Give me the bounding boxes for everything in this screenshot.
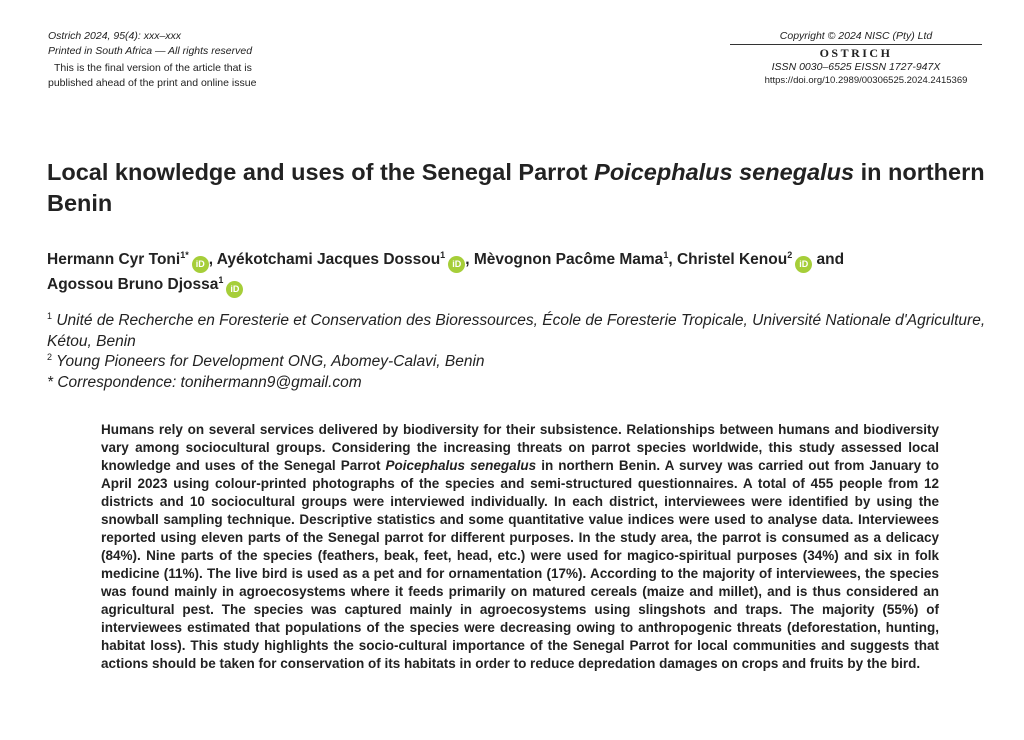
advance-notice bbox=[48, 61, 257, 91]
issn-line: ISSN 0030–6525 EISSN 1727-947X bbox=[771, 61, 941, 73]
affiliation-2: $^2$ Young Pioneers for Development ONG, Abomey-Calavi, Benin bbox=[47, 351, 485, 370]
copyright-line: Copyright © 2024 NISC (Pty) Ltd bbox=[779, 30, 933, 42]
notice-line-2: published ahead of the print and online issue bbox=[48, 77, 257, 89]
affiliation-1: $^1$ Unité de Recherche en Foresterie et Conservation des Bioressources, École de Foresterie Tropicale, Université Nationale d'Agriculture, Kétou, Benin bbox=[47, 310, 986, 350]
author-name: Agossou Bruno Djossa bbox=[47, 276, 219, 293]
orcid-icon[interactable]: iD bbox=[795, 256, 812, 273]
author-name: Hermann Cyr Toni bbox=[47, 251, 181, 268]
abstract-species: Poicephalus senegalus bbox=[385, 458, 537, 473]
orcid-icon[interactable]: iD bbox=[226, 281, 243, 298]
journal-info-block bbox=[730, 29, 982, 88]
author-name: Ayékotchami Jacques Dossou bbox=[216, 251, 441, 268]
title-species: Poicephalus senegalus bbox=[594, 159, 855, 185]
author-name: Christel Kenou bbox=[676, 251, 788, 268]
author-list: Hermann Cyr Toni$^{1*}$iD , Ayékotchami Jacques Dossou$^1$iD , Mèvognon Pacôme Mama$^1$, Christel Kenou$^2$iD and Agossou Bruno Djossa$^1$iD bbox=[47, 248, 987, 298]
printed-line: Printed in South Africa — All rights reserved bbox=[48, 45, 253, 57]
orcid-icon[interactable]: iD bbox=[448, 256, 465, 273]
citation-line: Ostrich 2024, 95(4): xxx–xxx bbox=[48, 30, 182, 42]
affiliations bbox=[47, 311, 987, 393]
orcid-icon[interactable]: iD bbox=[192, 256, 209, 273]
article-title: Local knowledge and uses of the Senegal Parrot Poicephalus senegalus in northern Benin bbox=[47, 159, 985, 216]
notice-line-1: This is the final version of the article that is bbox=[54, 62, 252, 74]
correspondence: * Correspondence: tonihermann9@gmail.com bbox=[47, 373, 362, 391]
journal-citation-block bbox=[48, 29, 256, 91]
header-rule bbox=[730, 44, 982, 45]
author-name: Mèvognon Pacôme Mama bbox=[473, 251, 664, 268]
journal-name: OSTRICH bbox=[819, 46, 893, 60]
doi-link[interactable]: https://doi.org/10.2989/00306525.2024.2415369 bbox=[764, 75, 968, 86]
abstract: Humans rely on several services delivered by biodiversity for their subsistence. Relationships between humans and biodiversity vary among sociocultural groups. Considering the increasing threats on parrot species worldwide, this study assessed local knowledge and uses of the Senegal Parrot Poicephalus senegalus in northern Benin. A survey was carried out from January to April 2023 using colour-printed photographs of the species and semi-structured questionnaires. A total of 455 people from 12 districts and 10 sociocultural groups were interviewed individually. In each district, interviewees were identified by using the snowball sampling technique. Descriptive statistics and some quantitative value indices were used to analyse data. Interviewees reported using eleven parts of the Senegal parrot for different purposes. In the study area, the parrot is consumed as a delicacy (84%). Nine parts of the species (feathers, beak, feet, head, etc.) were used for magico-spiritual purposes (34%) and six in folk medicine (11%). The live bird is used as a pet and for ornamentation (17%). According to the majority of interviewees, the species was found mainly in agroecosystems where it feeds primarily on matured cereals (maize and millet), and is thus considered an agricultural pest. The species was captured mainly in agroecosystems using slingshots and traps. The majority (55%) of interviewees estimated that populations of the species were decreasing owing to anthropogenic threats (deforestation, hunting, habitat loss). This study highlights the socio-cultural importance of the Senegal Parrot for local communities and suggests that actions should be taken for conservation of its habitats in order to reduce depredation damages on crops and fruits by the bird. bbox=[101, 422, 939, 671]
